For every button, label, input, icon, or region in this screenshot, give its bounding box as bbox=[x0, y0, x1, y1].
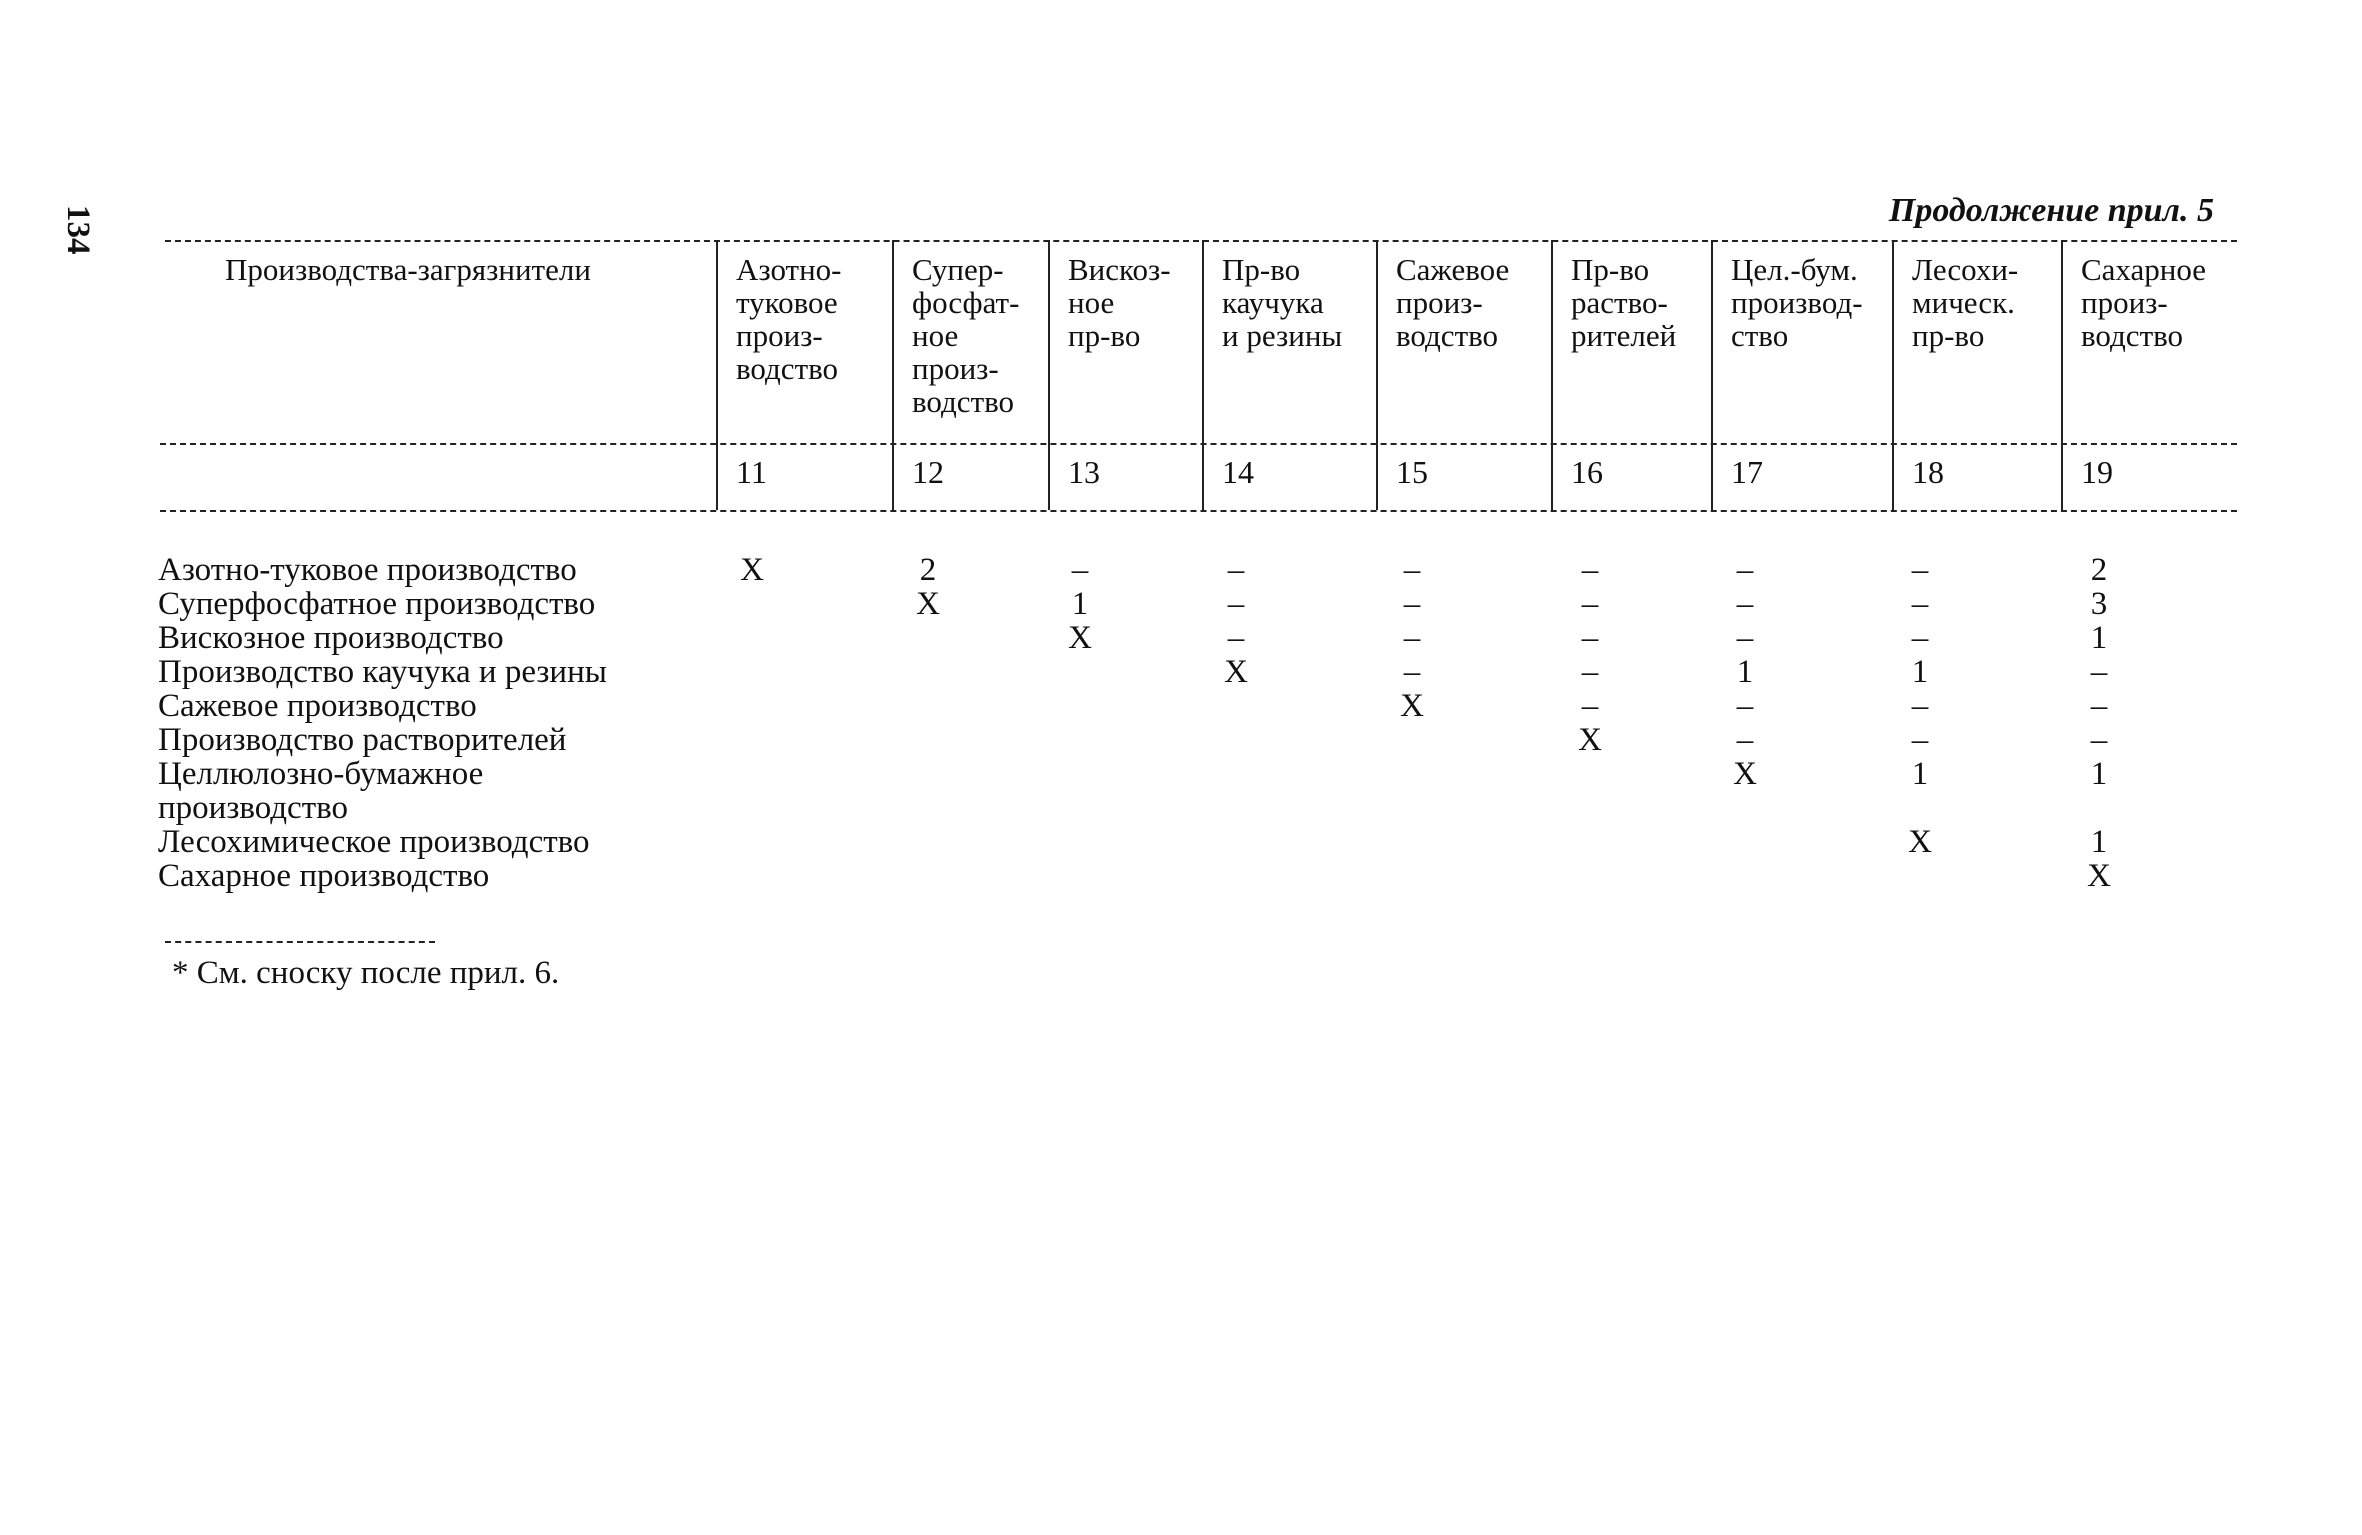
footnote-rule bbox=[165, 941, 435, 943]
column-header: Сахарное произ- водство bbox=[2081, 252, 2207, 353]
column-number: 16 bbox=[1571, 454, 1603, 490]
column-header: Вискоз- ное пр-во bbox=[1068, 252, 1171, 353]
column-divider bbox=[716, 240, 718, 510]
column-divider bbox=[1551, 240, 1553, 510]
continuation-note: Продолжение прил. 5 bbox=[1888, 192, 2214, 229]
table-cell: – bbox=[1227, 552, 1245, 588]
page-number: 134 bbox=[60, 205, 96, 255]
table-top-rule bbox=[165, 240, 2237, 242]
column-header: Цел.-бум. производ- ство bbox=[1731, 252, 1863, 353]
table-cell: X bbox=[916, 586, 940, 622]
table-cell: – bbox=[1581, 688, 1599, 724]
column-header: Сажевое произ- водство bbox=[1396, 252, 1510, 353]
column-number: 12 bbox=[912, 454, 944, 490]
table-cell: – bbox=[1736, 722, 1754, 758]
table-cell: – bbox=[1227, 620, 1245, 656]
table-cell: – bbox=[1071, 552, 1089, 588]
row-label: Производство каучука и резины bbox=[158, 654, 607, 690]
column-header: Пр-во каучука и резины bbox=[1222, 252, 1343, 353]
column-divider bbox=[2061, 240, 2063, 510]
row-label: Лесохимическое производство bbox=[158, 824, 590, 860]
number-row-bottom-rule bbox=[160, 510, 2237, 512]
table-cell: X bbox=[1224, 654, 1248, 690]
column-number: 17 bbox=[1731, 454, 1763, 490]
column-divider bbox=[1892, 240, 1894, 510]
table-cell: 1 bbox=[1911, 654, 1929, 690]
column-header: Пр-во раство- рителей bbox=[1571, 252, 1677, 353]
column-header: Лесохи- мическ. пр-во bbox=[1912, 252, 2019, 353]
table-cell: 1 bbox=[1911, 756, 1929, 792]
table-cell: X bbox=[1578, 722, 1602, 758]
column-number: 14 bbox=[1222, 454, 1254, 490]
table-cell: 2 bbox=[2090, 552, 2108, 588]
table-cell: – bbox=[2090, 654, 2108, 690]
table-cell: 3 bbox=[2090, 586, 2108, 622]
footnote: * См. сноску после прил. 6. bbox=[172, 955, 560, 991]
table-cell: 1 bbox=[1736, 654, 1754, 690]
column-header: Супер- фосфат- ное произ- водство bbox=[912, 252, 1020, 419]
table-cell: – bbox=[1403, 586, 1421, 622]
column-number: 18 bbox=[1912, 454, 1944, 490]
table-cell: – bbox=[2090, 722, 2108, 758]
table-cell: – bbox=[1911, 722, 1929, 758]
table-cell: X bbox=[740, 552, 764, 588]
table-cell: – bbox=[1227, 586, 1245, 622]
column-divider bbox=[892, 240, 894, 510]
row-label: Азотно-туковое производство bbox=[158, 552, 577, 588]
table-cell: 1 bbox=[2090, 620, 2108, 656]
table-cell: X bbox=[1733, 756, 1757, 792]
table-cell: – bbox=[1911, 620, 1929, 656]
table-cell: 1 bbox=[2090, 756, 2108, 792]
column-header: Азотно- туковое произ- водство bbox=[736, 252, 842, 386]
table-cell: – bbox=[1403, 654, 1421, 690]
row-label: Вискозное производство bbox=[158, 620, 504, 656]
table-cell: – bbox=[1736, 586, 1754, 622]
table-cell: 1 bbox=[2090, 824, 2108, 860]
table-cell: – bbox=[1736, 552, 1754, 588]
table-cell: – bbox=[1581, 620, 1599, 656]
column-number: 13 bbox=[1068, 454, 1100, 490]
table-cell: – bbox=[1736, 620, 1754, 656]
column-number: 15 bbox=[1396, 454, 1428, 490]
table-cell: – bbox=[1911, 586, 1929, 622]
column-divider bbox=[1048, 240, 1050, 510]
row-label: Производство растворителей bbox=[158, 722, 567, 758]
column-divider bbox=[1376, 240, 1378, 510]
table-cell: X bbox=[2087, 858, 2111, 894]
table-cell: X bbox=[1400, 688, 1424, 724]
table-cell: – bbox=[1581, 654, 1599, 690]
column-number: 11 bbox=[736, 454, 767, 490]
row-header-label: Производства-загрязнители bbox=[225, 252, 591, 287]
row-label: Сажевое производство bbox=[158, 688, 477, 724]
header-bottom-rule bbox=[160, 443, 2237, 445]
table-cell: – bbox=[1581, 586, 1599, 622]
table-cell: – bbox=[1911, 552, 1929, 588]
table-cell: – bbox=[1911, 688, 1929, 724]
table-cell: X bbox=[1068, 620, 1092, 656]
table-cell: 2 bbox=[919, 552, 937, 588]
row-label: Сахарное производство bbox=[158, 858, 490, 894]
table-cell: 1 bbox=[1071, 586, 1089, 622]
table-cell: X bbox=[1908, 824, 1932, 860]
table-cell: – bbox=[2090, 688, 2108, 724]
table-cell: – bbox=[1581, 552, 1599, 588]
table-cell: – bbox=[1736, 688, 1754, 724]
column-number: 19 bbox=[2081, 454, 2113, 490]
column-divider bbox=[1202, 240, 1204, 510]
table-cell: – bbox=[1403, 620, 1421, 656]
row-label: Целлюлозно-бумажное производство bbox=[158, 756, 484, 826]
row-label: Суперфосфатное производство bbox=[158, 586, 596, 622]
column-divider bbox=[1711, 240, 1713, 510]
table-cell: – bbox=[1403, 552, 1421, 588]
